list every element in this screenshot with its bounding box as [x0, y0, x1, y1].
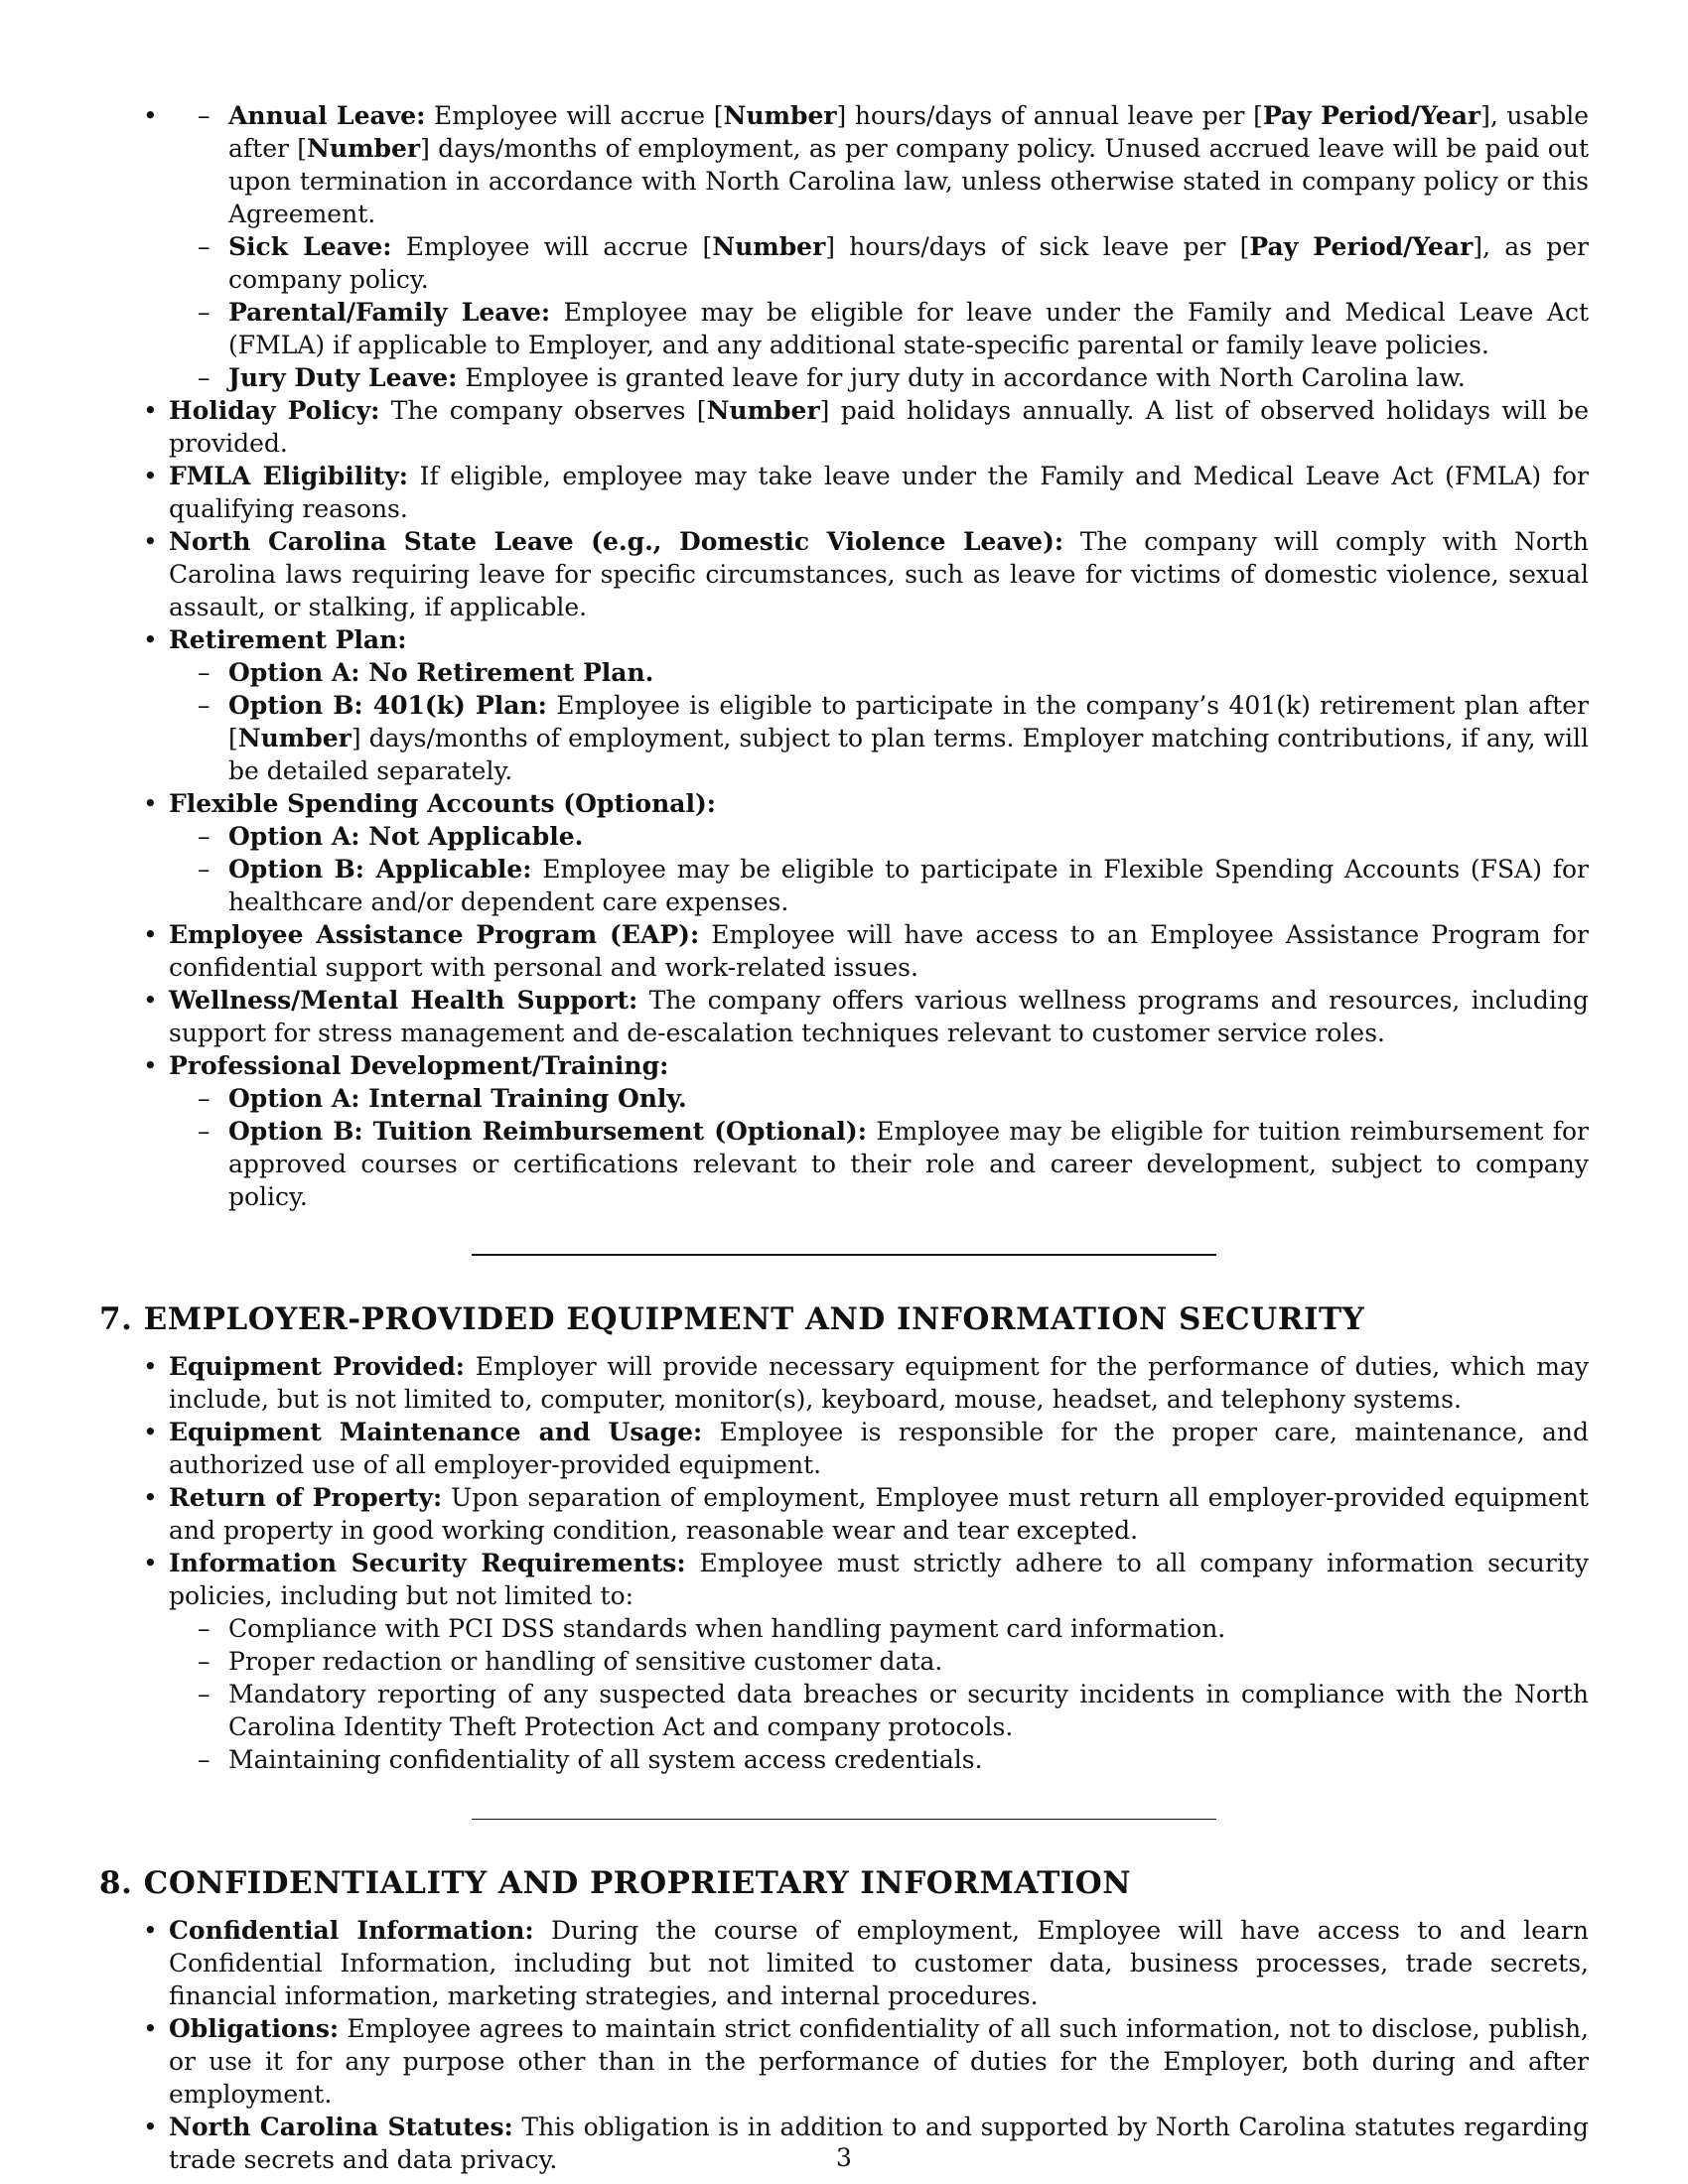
item-text: The company observes [ [379, 396, 707, 425]
jury-duty-label: Jury Duty Leave: [228, 363, 458, 392]
fsa-label: Flexible Spending Accounts (Optional): [169, 789, 717, 818]
item-text: ] hours/days of annual leave per [ [836, 101, 1263, 130]
placeholder-number: Number [237, 724, 352, 752]
fsa-options [99, 820, 1589, 918]
list-item [99, 394, 1589, 460]
item-text: Upon separation of employment, Employee must return all employer-provided equipment and property in good working condition, reasonable wear and tear excepted. [169, 1483, 1589, 1545]
item-text: ], usable after [ [228, 101, 1590, 163]
list-item [99, 1350, 1589, 1416]
confidential-info-label: Confidential Information: [169, 1916, 534, 1945]
option-b-label: Option B: 401(k) Plan: [228, 691, 547, 720]
benefits-list [99, 99, 1589, 1213]
list-item [169, 361, 1589, 394]
nc-leave-label: North Carolina State Leave (e.g., Domestic Violence Leave): [169, 527, 1064, 556]
list-item [99, 1416, 1589, 1481]
list-item [169, 853, 1589, 918]
list-item [99, 918, 1589, 984]
wellness-label: Wellness/Mental Health Support: [169, 986, 638, 1015]
option-a-label: Option A: Not Applicable. [228, 822, 584, 851]
eap-label: Employee Assistance Program (EAP): [169, 920, 700, 949]
placeholder-number: Number [307, 134, 421, 163]
list-item [99, 1914, 1589, 2012]
equipment-maintenance-label: Equipment Maintenance and Usage: [169, 1418, 703, 1446]
item-text: Employee is responsible for the proper care, maintenance, and authorized use of all employer-provided equipment. [169, 1418, 1590, 1479]
section-8-heading: 8. CONFIDENTIALITY AND PROPRIETARY INFORMATION [99, 1865, 1132, 1901]
list-item [169, 230, 1589, 296]
equipment-provided-label: Equipment Provided: [169, 1352, 466, 1381]
list-item [99, 623, 1589, 787]
leave-sublist-container [99, 99, 1589, 394]
list-item: – Proper redaction or handling of sensitive customer data. [169, 1645, 1589, 1678]
item-text: This obligation is in addition to and supported by North Carolina statutes regarding trade secrets and data privacy. [169, 2113, 1589, 2174]
list-item [169, 1082, 1589, 1115]
holiday-policy-label: Holiday Policy: [169, 396, 380, 425]
item-text: Employee will accrue [ [425, 101, 724, 130]
list-item [99, 2012, 1589, 2111]
list-item: – Maintaining confidentiality of all system access credentials. [169, 1743, 1589, 1776]
item-text: Employee agrees to maintain strict confidentiality of all such information, not to disclose, publish, or use it for any purpose other than in the performance of duties for the Employer, both during and after employment. [169, 2014, 1589, 2109]
item-text: ] paid holidays annually. A list of observed holidays will be provided. [169, 396, 1589, 458]
placeholder-number: Number [723, 101, 837, 130]
leave-sublist [99, 99, 1589, 394]
item-text: ], as per company policy. [228, 232, 1589, 294]
retirement-options [99, 656, 1589, 787]
item-text: ] hours/days of sick leave per [ [825, 232, 1250, 261]
section-7-heading: 7. EMPLOYER-PROVIDED EQUIPMENT AND INFORMATION SECURITY [99, 1301, 1365, 1337]
list-item [169, 656, 1589, 689]
obligations-label: Obligations: [169, 2014, 340, 2043]
item-text: Employee may be eligible to participate in Flexible Spending Accounts (FSA) for healthcare and/or dependent care expenses. [228, 855, 1589, 916]
list-item [99, 1481, 1589, 1547]
list-item [169, 296, 1589, 361]
list-item: – Compliance with PCI DSS standards when handling payment card information. [169, 1612, 1589, 1645]
item-text: Employee may be eligible for tuition reimbursement for approved courses or certifications relevant to their role and career development, subject to company policy. [228, 1117, 1589, 1211]
list-item [169, 99, 1589, 230]
sick-leave-label: Sick Leave: [228, 232, 392, 261]
retirement-label: Retirement Plan: [169, 625, 407, 654]
item-text: The company will comply with North Carolina laws requiring leave for specific circumstances, such as leave for victims of domestic violence, sexual assault, or stalking, if applicable. [169, 527, 1589, 621]
list-item [169, 689, 1589, 787]
page-number: 3 [836, 2143, 852, 2172]
placeholder-pay-period: Pay Period/Year [1249, 232, 1474, 261]
item-text: The company offers various wellness programs and resources, including support for stress management and de-escalation techniques relevant to customer service roles. [169, 986, 1590, 1047]
training-label: Professional Development/Training: [169, 1051, 669, 1080]
item-text: If eligible, employee may take leave under the Family and Medical Leave Act (FMLA) for qualifying reasons. [169, 462, 1589, 523]
section-8-list [99, 1914, 1589, 2176]
option-b-label: Option B: Applicable: [228, 855, 532, 884]
list-item [99, 787, 1589, 918]
item-text: Employee will accrue [ [391, 232, 713, 261]
option-a-label: Option A: No Retirement Plan. [228, 658, 654, 687]
list-item [99, 1547, 1589, 1776]
info-security-label: Information Security Requirements: [169, 1549, 686, 1577]
option-a-label: Option A: Internal Training Only. [228, 1084, 687, 1113]
item-text: Employee will have access to an Employee Assistance Program for confidential support with personal and work-related issues. [169, 920, 1589, 982]
list-item [169, 820, 1589, 853]
item-text: Employee is granted leave for jury duty in accordance with North Carolina law. [457, 363, 1466, 392]
placeholder-number: Number [712, 232, 826, 261]
item-text: Employee must strictly adhere to all company information security policies, including but not limited to: [169, 1549, 1590, 1610]
item-text: ] days/months of employment, as per company policy. Unused accrued leave will be paid out upon termination in accordance with North Carolina law, unless otherwise stated in company policy or this Agreement. [228, 134, 1589, 228]
list-item [99, 984, 1589, 1049]
item-text: During the course of employment, Employee will have access to and learn Confidential Information, including but not limited to customer data, business processes, trade secrets, financial information, marketing strategies, and internal procedures. [169, 1916, 1589, 2010]
annual-leave-label: Annual Leave: [228, 101, 426, 130]
fmla-label: FMLA Eligibility: [169, 462, 409, 490]
return-property-label: Return of Property: [169, 1483, 443, 1512]
parental-leave-label: Parental/Family Leave: [228, 298, 551, 327]
item-text: Employee may be eligible for leave under the Family and Medical Leave Act (FMLA) if applicable to Employer, and any additional state-specific parental or family leave policies. [228, 298, 1589, 359]
placeholder-pay-period: Pay Period/Year [1262, 101, 1481, 130]
item-text: Employee is eligible to participate in the company’s 401(k) retirement plan after [ [228, 691, 1589, 752]
list-item [99, 1049, 1589, 1213]
list-item [99, 525, 1589, 623]
list-item [169, 1115, 1589, 1213]
section-7-list [99, 1350, 1589, 1776]
list-item: – Mandatory reporting of any suspected data breaches or security incidents in compliance with the North Carolina Identity Theft Protection Act and company protocols. [169, 1678, 1589, 1743]
item-text: ] days/months of employment, subject to plan terms. Employer matching contributions, if any, will be detailed separately. [228, 724, 1589, 785]
page-content [99, 99, 1589, 2176]
security-subitems [99, 1612, 1589, 1776]
placeholder-number: Number [706, 396, 820, 425]
item-text: Employer will provide necessary equipment for the performance of duties, which may include, but is not limited to, computer, monitor(s), keyboard, mouse, headset, and telephony systems. [169, 1352, 1589, 1414]
nc-statutes-label: North Carolina Statutes: [169, 2113, 513, 2141]
list-item [99, 460, 1589, 525]
training-options [99, 1082, 1589, 1213]
option-b-label: Option B: Tuition Reimbursement (Optional): [228, 1117, 867, 1146]
